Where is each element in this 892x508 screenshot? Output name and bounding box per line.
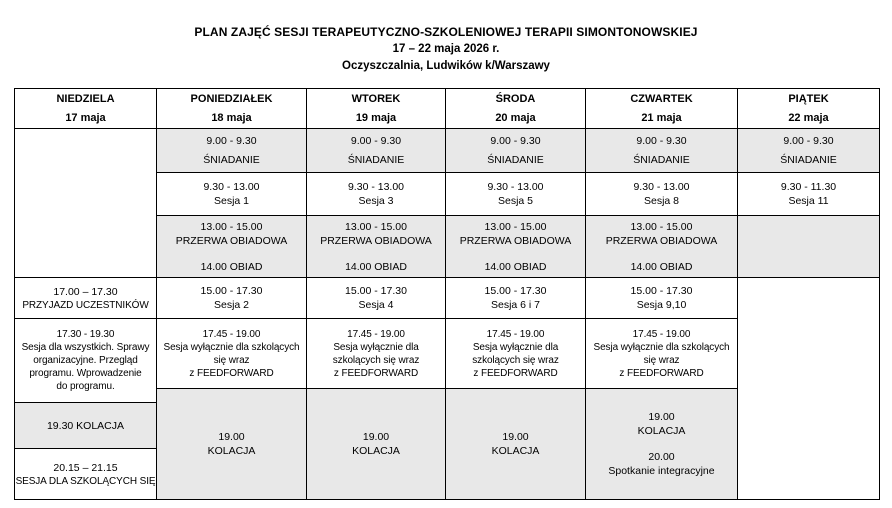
cell-sniadanie-czw <box>586 129 737 173</box>
session-desc-line: z FEEDFORWARD <box>189 367 274 379</box>
cell-feedforward-wt <box>307 319 445 389</box>
meal-label: ŚNIADANIE <box>633 153 690 166</box>
meal-label: ŚNIADANIE <box>203 153 260 166</box>
day-header-niedziela <box>15 89 156 129</box>
time-range: 9.30 - 11.30 <box>780 181 837 193</box>
cell-sniadanie-sr <box>446 129 585 173</box>
time-range: 15.00 - 17.30 <box>200 285 263 297</box>
time-range: 9.00 - 9.30 <box>490 134 541 147</box>
day-header-sroda <box>446 89 585 129</box>
event-label: SESJA DLA SZKOLĄCYCH SIĘ <box>15 475 156 487</box>
day-header-wtorek <box>307 89 445 129</box>
meal-label: ŚNIADANIE <box>780 153 837 166</box>
day-date: 21 maja <box>641 111 682 124</box>
cell-feedforward-pon <box>157 319 306 389</box>
session-label: Sesja 6 i 7 <box>490 299 541 311</box>
cell-kolacja-sr <box>446 389 585 499</box>
event-desc-line: organizacyjne. Przegląd <box>33 355 138 366</box>
column-czwartek <box>586 89 738 499</box>
meal-label: KOLACJA <box>491 445 540 457</box>
session-desc-line: z FEEDFORWARD <box>619 367 704 379</box>
cell-przerwa-obiadowa-czw <box>586 216 737 278</box>
session-desc-line: Sesja wyłącznie dla szkolących <box>163 341 300 353</box>
day-date: 20 maja <box>495 111 536 124</box>
session-desc-line: szkolących się wraz <box>332 354 420 366</box>
schedule-dates: 17 – 22 maja 2026 r. <box>392 43 500 55</box>
time-label: 19.00 <box>362 431 390 443</box>
day-name: ŚRODA <box>495 92 536 105</box>
break-label: PRZERWA OBIADOWA <box>459 234 572 247</box>
break-label: PRZERWA OBIADOWA <box>175 234 288 247</box>
cell-przyjazd-uczestnikow <box>15 278 156 319</box>
time-range: 9.00 - 9.30 <box>206 134 257 147</box>
event-desc-line: programu. Wprowadzenie <box>29 368 142 379</box>
time-range: 15.00 - 17.30 <box>484 285 547 297</box>
session-label: Sesja 9,10 <box>636 299 687 311</box>
session-label: Sesja 1 <box>213 195 250 207</box>
column-piatek <box>738 89 879 499</box>
session-desc-line: się wraz <box>643 354 680 366</box>
time-range: 9.30 - 13.00 <box>347 181 405 193</box>
break-label: PRZERWA OBIADOWA <box>320 234 432 247</box>
meal-label: KOLACJA <box>352 445 400 457</box>
meal-label: 14.00 OBIAD <box>345 260 407 273</box>
time-label: 20.00 <box>648 451 675 463</box>
time-range: 17.45 - 19.00 <box>486 328 545 340</box>
cell-sniadanie-pt <box>738 129 879 173</box>
time-range: 9.00 - 9.30 <box>350 134 402 147</box>
cell-przerwa-obiadowa-wt <box>307 216 445 278</box>
time-range: 9.30 - 13.00 <box>633 181 690 193</box>
schedule-title: PLAN ZAJĘĆ SESJI TERAPEUTYCZNO-SZKOLENIOWEJ TERAPII SIMONTONOWSKIEJ <box>194 25 698 39</box>
cell-sesja-3 <box>307 173 445 216</box>
time-range: 13.00 - 15.00 <box>345 220 407 233</box>
column-wtorek <box>307 89 446 499</box>
time-range: 17.45 - 19.00 <box>347 328 405 340</box>
day-date: 19 maja <box>355 111 397 124</box>
session-desc-line: z FEEDFORWARD <box>473 367 558 379</box>
column-niedziela <box>15 89 157 499</box>
cell-kolacja-niedziela <box>15 403 156 449</box>
time-range: 9.00 - 9.30 <box>636 134 687 147</box>
day-header-poniedzialek <box>157 89 306 129</box>
cell-kolacja-pon <box>157 389 306 499</box>
day-name: NIEDZIELA <box>56 92 115 105</box>
meal-label: ŚNIADANIE <box>487 153 544 166</box>
day-date: 17 maja <box>65 111 106 124</box>
day-date: 22 maja <box>788 111 829 124</box>
time-range: 9.30 - 13.00 <box>203 181 260 193</box>
time-range: 17.45 - 19.00 <box>202 328 261 340</box>
schedule-table <box>14 88 880 500</box>
cell-sesja-4 <box>307 278 445 319</box>
event-desc-line: Sesja dla wszystkich. Sprawy <box>21 342 150 353</box>
time-range: 13.00 - 15.00 <box>630 220 693 233</box>
time-label: 19.00 <box>502 431 529 443</box>
meal-label: 14.00 OBIAD <box>630 260 693 273</box>
break-label: PRZERWA OBIADOWA <box>605 234 718 247</box>
session-label: Sesja 4 <box>358 299 394 311</box>
cell-przerwa-obiadowa-sr <box>446 216 585 278</box>
meal-label: 14.00 OBIAD <box>200 260 263 273</box>
day-name: PIĄTEK <box>788 92 829 105</box>
time-range: 20.15 – 21.15 <box>53 461 118 474</box>
meal-label: KOLACJA <box>637 425 686 437</box>
cell-empty-pt <box>738 278 879 499</box>
cell-sniadanie-wt <box>307 129 445 173</box>
day-name: WTOREK <box>351 92 401 105</box>
event-label: PRZYJAZD UCZESTNIKÓW <box>22 299 149 311</box>
time-range: 13.00 - 15.00 <box>200 220 263 233</box>
session-label: Sesja 3 <box>358 195 394 207</box>
day-name: CZWARTEK <box>630 92 693 105</box>
cell-empty-sun-morning <box>15 129 156 278</box>
session-desc-line: szkolących się wraz <box>472 354 559 366</box>
day-date: 18 maja <box>211 111 252 124</box>
event-label: Spotkanie integracyjne <box>608 465 715 477</box>
time-range: 15.00 - 17.30 <box>630 285 693 297</box>
cell-feedforward-sr <box>446 319 585 389</box>
day-header-czwartek <box>586 89 737 129</box>
session-desc-line: się wraz <box>213 354 250 366</box>
session-desc-line: z FEEDFORWARD <box>333 367 419 379</box>
time-label: 19.00 <box>648 411 675 423</box>
session-desc-line: Sesja wyłącznie dla szkolących <box>593 341 730 353</box>
cell-empty-gray-pt <box>738 216 879 278</box>
session-label: Sesja 11 <box>788 195 829 207</box>
day-header-piatek <box>738 89 879 129</box>
cell-kolacja-wt <box>307 389 445 499</box>
time-label: 19.00 <box>218 431 245 443</box>
meal-label: 14.00 OBIAD <box>484 260 547 273</box>
day-name: PONIEDZIAŁEK <box>190 92 273 105</box>
schedule-header <box>0 0 892 75</box>
cell-sesja-8 <box>586 173 737 216</box>
time-range: 13.00 - 15.00 <box>484 220 547 233</box>
cell-sesja-5 <box>446 173 585 216</box>
cell-sniadanie-pon <box>157 129 306 173</box>
time-range: 17.00 – 17.30 <box>53 285 118 298</box>
column-sroda <box>446 89 586 499</box>
session-label: Sesja 8 <box>643 195 680 207</box>
session-desc-line: Sesja wyłącznie dla <box>333 341 419 353</box>
cell-przerwa-obiadowa-pon <box>157 216 306 278</box>
cell-sesja-organizacyjna <box>15 319 156 403</box>
column-poniedzialek <box>157 89 307 499</box>
time-range: 9.30 - 13.00 <box>487 181 544 193</box>
cell-sesja-9-10 <box>586 278 737 319</box>
cell-sesja-szkolacych <box>15 449 156 499</box>
cell-sesja-11 <box>738 173 879 216</box>
session-label: Sesja 5 <box>497 195 534 207</box>
cell-sesja-2 <box>157 278 306 319</box>
cell-sesja-6-7 <box>446 278 585 319</box>
schedule-location: Oczyszczalnia, Ludwików k/Warszawy <box>342 60 550 72</box>
meal-label: ŚNIADANIE <box>347 153 405 166</box>
cell-feedforward-czw <box>586 319 737 389</box>
time-range: 9.00 - 9.30 <box>783 134 834 147</box>
meal-label: 19.30 KOLACJA <box>46 419 125 432</box>
session-label: Sesja 2 <box>213 299 250 311</box>
session-desc-line: Sesja wyłącznie dla <box>472 341 559 353</box>
cell-kolacja-spotkanie-czw <box>586 389 737 499</box>
cell-sesja-1 <box>157 173 306 216</box>
event-desc-line: do programu. <box>56 381 115 392</box>
time-range: 15.00 - 17.30 <box>345 285 407 297</box>
time-range: 17.30 - 19.30 <box>56 329 115 340</box>
time-range: 17.45 - 19.00 <box>632 328 691 340</box>
meal-label: KOLACJA <box>207 445 256 457</box>
